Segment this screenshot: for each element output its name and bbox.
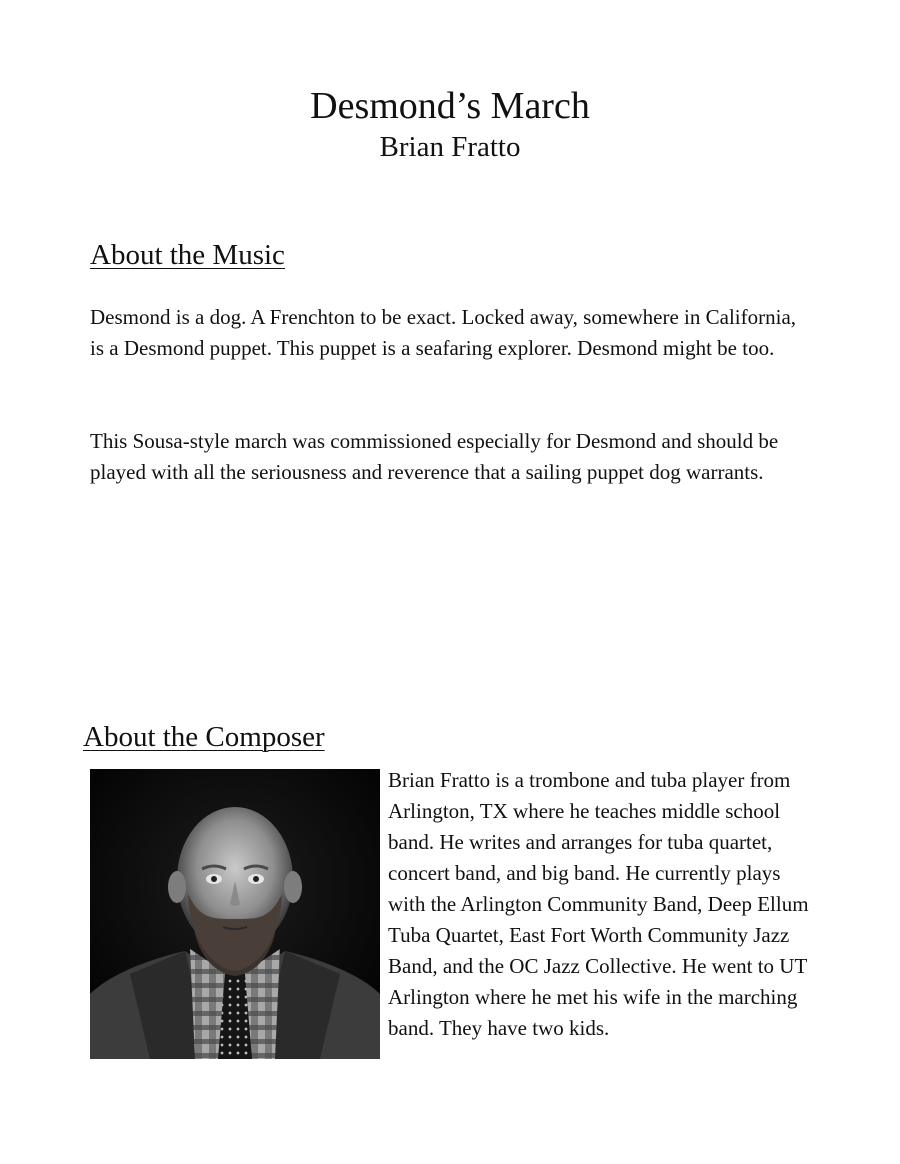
page-title: Desmond’s March [310, 85, 590, 127]
composer-photo [90, 769, 380, 1059]
about-music-heading: About the Music [90, 239, 285, 271]
about-music-paragraph-1: Desmond is a dog. A Frenchton to be exact. Locked away, somewhere in California, is a Desmond puppet. This puppet is a seafaring explorer. Desmond might be too. [90, 305, 797, 360]
composer-name: Brian Fratto [379, 131, 521, 163]
about-music-paragraph-2: This Sousa-style march was commissioned especially for Desmond and should be played with all the seriousness and reverence that a sailing puppet dog warrants. [90, 429, 779, 484]
composer-bio: Brian Fratto is a trombone and tuba player from Arlington, TX where he teaches middle school band. He writes and arranges for tuba quartet, concert band, and big band. He currently plays with the Arlington Community Band, Deep Ellum Tuba Quartet, East Fort Worth Community Jazz Band, and the OC Jazz Collective. He went to UT Arlington where he met his wife in the marching band. They have two kids. [388, 768, 809, 1040]
about-composer-heading: About the Composer [83, 721, 325, 753]
composer-portrait-image [90, 769, 380, 1059]
